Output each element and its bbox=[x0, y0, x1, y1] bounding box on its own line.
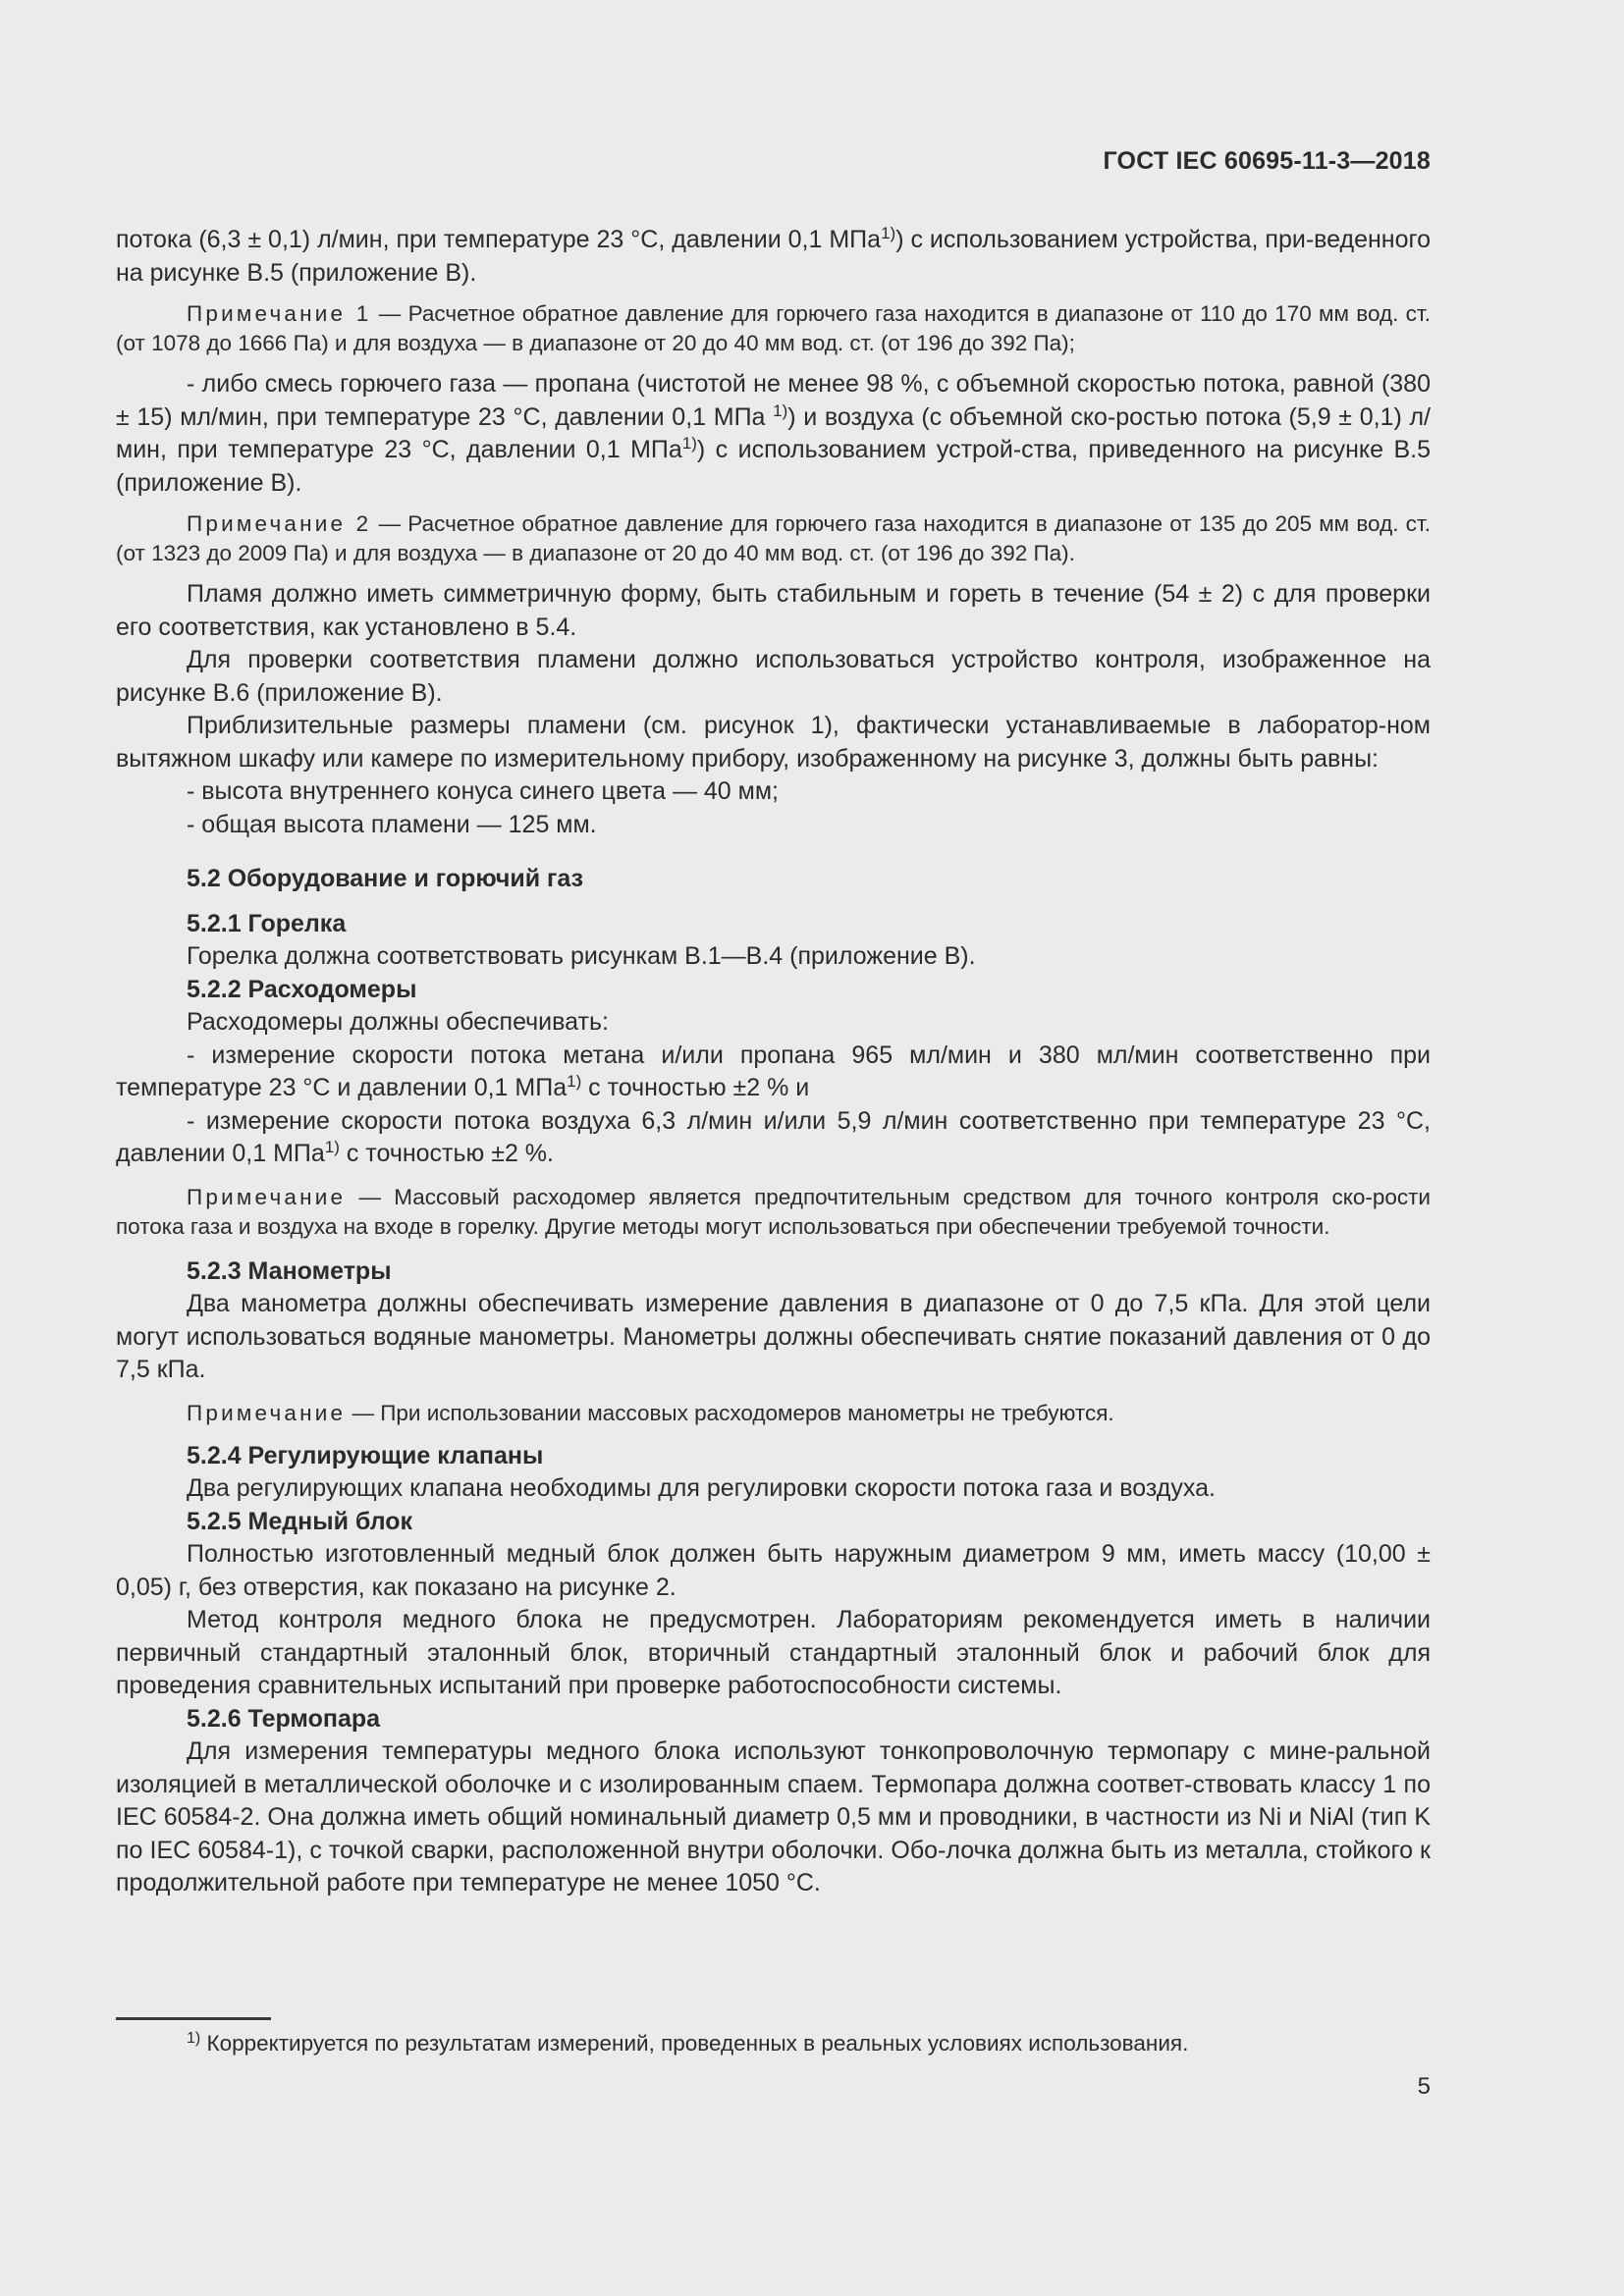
note-label: Примечание 2 bbox=[187, 511, 372, 536]
paragraph-flame-size: Приблизительные размеры пламени (см. рисунок 1), фактически устанавливаемые в лаборатор-ном вытяжном шкафу или камере по измерительному прибору, изображенному на рисунке 3, должны быть равны: bbox=[116, 712, 1431, 773]
list-item: - высота внутреннего конуса синего цвета — 40 мм; bbox=[187, 777, 779, 805]
note-label: Примечание bbox=[187, 1400, 347, 1425]
note-text: — Массовый расходомер является предпочтительным средством для точного контроля ско-рости потока газа и воздуха на входе в горелку. Другие методы могут использоваться при обеспечении требуемой точности. bbox=[116, 1184, 1431, 1239]
text: с точностью ±2 %. bbox=[339, 1140, 554, 1167]
text: ) и воздуха (с объемной ско-ростью потока (5,9 ± 0,1) л/мин, при температуре 23 °С, давлении 0,1 МПа bbox=[116, 402, 1431, 463]
list-item bbox=[116, 1040, 1431, 1105]
paragraph-manometers: Два манометра должны обеспечивать измерение давления в диапазоне от 0 до 7,5 кПа. Для этой цели могут использоваться водяные манометры. Манометры должны обеспечивать снятие показаний давления от 0 до 7,5 кПа. bbox=[116, 1290, 1431, 1383]
section-heading-5-2-1: 5.2.1 Горелка bbox=[187, 909, 347, 937]
note-label: Примечание 1 bbox=[187, 301, 372, 326]
note-flowmeter bbox=[116, 1183, 1431, 1242]
text: ) с использованием устрой-ства, приведенного на рисунке В.5 (приложение В). bbox=[116, 436, 1431, 497]
footnote-ref: 1) bbox=[324, 1138, 340, 1156]
document-page bbox=[116, 0, 1431, 2296]
footnote bbox=[187, 2029, 1188, 2058]
note-text: — Расчетное обратное давление для горючего газа находится в диапазоне от 110 до 170 мм вод. ст. (от 1078 до 1666 Па) и для воздуха — в диапазоне от 20 до 40 мм вод. ст. (от 196 до 392 Па); bbox=[116, 301, 1431, 355]
text: ) с использованием устройства, при-веденного на рисунке В.5 (приложение В). bbox=[116, 226, 1431, 287]
footnote-ref: 1) bbox=[567, 1072, 582, 1091]
note-manometers bbox=[116, 1399, 1431, 1428]
list-item bbox=[116, 1105, 1431, 1171]
paragraph-copper-block-control: Метод контроля медного блока не предусмотрен. Лабораториям рекомендуется иметь в наличии первичный стандартный эталонный блок, вторичный стандартный эталонный блок и рабочий блок для проведения сравнительных испытаний при проверке работоспособности системы. bbox=[116, 1606, 1431, 1699]
text: - либо смесь горючего газа — пропана (чистотой не менее 98 %, с объемной скоростью потока, равной (380 ± 15) мл/мин, при температуре 23 °С, давлении 0,1 МПа bbox=[116, 370, 1431, 431]
footnote-ref: 1) bbox=[773, 400, 788, 420]
footnote-ref: 1) bbox=[881, 224, 896, 242]
paragraph-valves: Два регулирующих клапана необходимы для регулировки скорости потока газа и воздуха. bbox=[187, 1474, 1216, 1502]
footnote-divider bbox=[116, 2017, 271, 2020]
section-heading-5-2-4: 5.2.4 Регулирующие клапаны bbox=[187, 1441, 544, 1469]
footnote-ref: 1) bbox=[681, 434, 697, 453]
text: - измерение скорости потока воздуха 6,3 л/мин и/или 5,9 л/мин соответственно при температуре 23 °С, давлении 0,1 МПа bbox=[116, 1106, 1431, 1167]
section-heading-5-2: 5.2 Оборудование и горючий газ bbox=[187, 865, 584, 892]
section-heading-5-2-3: 5.2.3 Манометры bbox=[187, 1256, 392, 1285]
note-label: Примечание bbox=[187, 1184, 347, 1209]
text: - измерение скорости потока метана и/или пропана 965 мл/мин и 380 мл/мин соответственно при температуре 23 °С и давлении 0,1 МПа bbox=[116, 1041, 1431, 1101]
footnote-text: Корректируется по результатам измерений, проведенных в реальных условиях использования. bbox=[200, 2031, 1189, 2056]
paragraph-flowmeters-intro: Расходомеры должны обеспечивать: bbox=[187, 1008, 609, 1036]
note-1 bbox=[116, 299, 1431, 358]
note-2 bbox=[116, 509, 1431, 568]
page-number: 5 bbox=[1417, 2073, 1431, 2100]
page-content bbox=[116, 224, 1431, 1900]
text: с точностью ±2 % и bbox=[581, 1074, 810, 1101]
note-text: — При использовании массовых расходомеров манометры не требуются. bbox=[346, 1400, 1114, 1425]
standard-designation: ГОСТ IEC 60695-11-3—2018 bbox=[1103, 147, 1431, 175]
paragraph-thermocouple: Для измерения температуры медного блока используют тонкопроволочную термопару с мине-ральной изоляцией в металлической оболочке и с изолированным спаем. Термопара должна соответ-ствовать классу 1 по IEC 60584-2. Она должна иметь общий номинальный диаметр 0,5 мм и проводники, в частности из Ni и NiAl (тип K по IEC 60584-1), с точкой сварки, расположенной внутри оболочки. Обо-лочка должна быть из металла, стойкого к продолжительной работе при температуре не менее 1050 °С. bbox=[116, 1737, 1431, 1896]
note-text: — Расчетное обратное давление для горючего газа находится в диапазоне от 135 до 205 мм вод. ст. (от 1323 до 2009 Па) и для воздуха — в диапазоне от 20 до 40 мм вод. ст. (от 196 до 392 Па). bbox=[116, 511, 1431, 565]
paragraph-flame-check: Для проверки соответствия пламени должно использоваться устройство контроля, изображенное на рисунке В.6 (приложение В). bbox=[116, 646, 1431, 707]
paragraph-copper-block: Полностью изготовленный медный блок должен быть наружным диаметром 9 мм, иметь массу (10,00 ± 0,05) г, без отверстия, как показано на рисунке 2. bbox=[116, 1540, 1431, 1601]
paragraph-flow-air bbox=[116, 224, 1431, 290]
section-heading-5-2-6: 5.2.6 Термопара bbox=[187, 1704, 381, 1733]
footnote-mark: 1) bbox=[187, 2030, 201, 2047]
paragraph-flame-shape: Пламя должно иметь симметричную форму, быть стабильным и гореть в течение (54 ± 2) с для проверки его соответствия, как установлено в 5.4. bbox=[116, 580, 1431, 641]
paragraph-burner: Горелка должна соответствовать рисункам В.1—В.4 (приложение В). bbox=[187, 942, 976, 970]
list-item: - общая высота пламени — 125 мм. bbox=[187, 810, 597, 838]
section-heading-5-2-5: 5.2.5 Медный блок bbox=[187, 1507, 413, 1535]
paragraph-propane bbox=[116, 368, 1431, 500]
section-heading-5-2-2: 5.2.2 Расходомеры bbox=[187, 975, 417, 1003]
text: потока (6,3 ± 0,1) л/мин, при температуре 23 °С, давлении 0,1 МПа bbox=[116, 226, 882, 253]
